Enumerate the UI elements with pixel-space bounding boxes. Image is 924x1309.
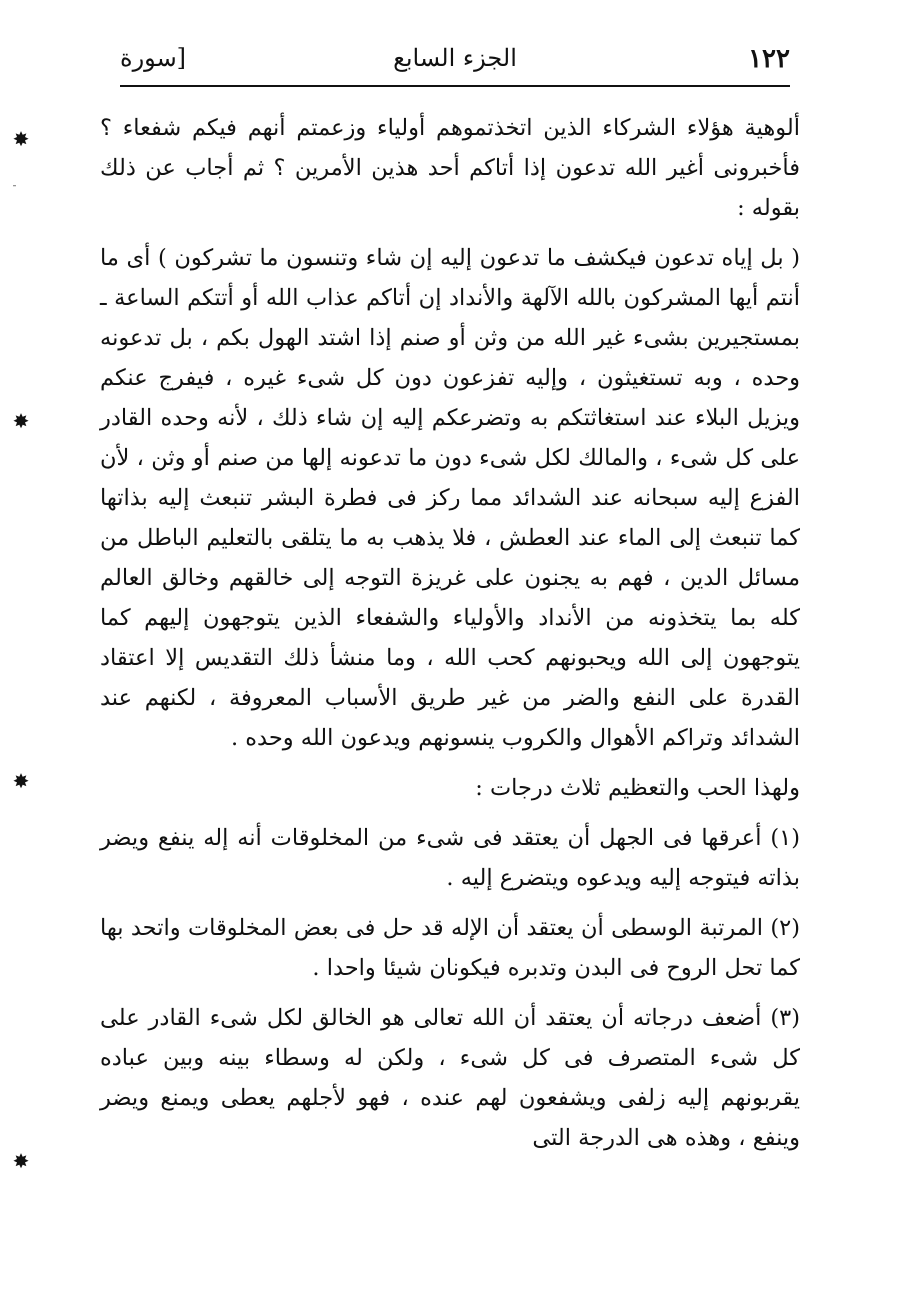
paragraph-2: ( بل إياه تدعون فيكشف ما تدعون إليه إن شاء وتنسون ما تشركون ) أى ما أنتم أيها المشركون بالله الآلهة والأنداد إن أتاكم عذاب الله أو أتتكم الساعة ـ بمستجيرين بشىء غير الله من وثن أو صنم إذا اشتد الهول بكم ، بل تدعونه وحده ، وبه تستغيثون ، وإليه تفزعون دون كل شىء غيره ، فيفرج عنكم ويزيل البلاء عند استغاثتكم به وتضرعكم إليه إن شاء ذلك ، لأنه وحده القادر على كل شىء ، والمالك لكل شىء دون ما تدعونه إلها من صنم أو وثن ، لأن الفزع إليه سبحانه عند الشدائد مما ركز فى فطرة البشر تنبعث إليه بذاتها كما تنبعث إلى الماء عند العطش ، فلا يذهب به ما يتلقى بالتعليم الباطل من مسائل الدين ، فهم به يجنون على غريزة التوجه إلى خالقهم وخالق العالم كله بما يتخذونه من الأنداد والأولياء والشفعاء الذين يتوجهون إليهم كما يتوجهون إلى الله ويحبونهم كحب الله ، وما منشأ ذلك التقديس إلا اعتقاد القدرة على النفع والضر من غير طريق الأسباب المعروفة ، لكنهم عند الشدائد وتراكم الأهوال والكروب ينسونهم ويدعون الله وحده . xyxy=(100,245,800,751)
paragraph-1: ألوهية هؤلاء الشركاء الذين اتخذتموهم أولياء وزعمتم أنهم فيكم شفعاء ؟ فأخبرونى أغير الله تدعون إذا أتاكم أحد هذين الأمرين ؟ ثم أجاب عن ذلك بقوله : xyxy=(100,115,800,221)
list-item-1: (١) أعرقها فى الجهل أن يعتقد فى شىء من المخلوقات أنه إله ينفع ويضر بذاته فيتوجه إليه ويدعوه ويتضرع إليه . xyxy=(100,825,800,891)
list-item-2: (٢) المرتبة الوسطى أن يعتقد أن الإله قد حل فى بعض المخلوقات واتحد بها كما تحل الروح فى البدن وتدبره فيكونان شيئا واحدا . xyxy=(100,915,800,981)
margin-binding-mark-icon: ✸ xyxy=(12,769,30,793)
paragraph-3: ولهذا الحب والتعظيم ثلاث درجات : xyxy=(475,775,800,801)
page-number: ١٢٢ xyxy=(748,44,790,74)
body-text xyxy=(100,108,800,1158)
sura-label: [سورة xyxy=(120,44,187,72)
list-item-3: (٣) أضعف درجاته أن يعتقد أن الله تعالى هو الخالق لكل شىء القادر على كل شىء المتصرف فى كل شىء ، ولكن له وسطاء بينه وبين عباده يقربونهم إليه زلفى ويشفعون لهم عنده ، فهو لأجلهم يعطى ويمنع ويضر وينفع ، وهذه هى الدرجة التى xyxy=(100,1005,800,1151)
margin-binding-mark-icon: ✸ xyxy=(12,1149,30,1173)
page-header xyxy=(120,38,790,84)
margin-tick-icon: ˉ xyxy=(12,185,17,196)
header-rule xyxy=(120,85,790,87)
margin-binding-mark-icon: ✸ xyxy=(12,409,30,433)
running-title: الجزء السابع xyxy=(393,44,517,72)
margin-binding-mark-icon: ✸ xyxy=(12,127,30,151)
